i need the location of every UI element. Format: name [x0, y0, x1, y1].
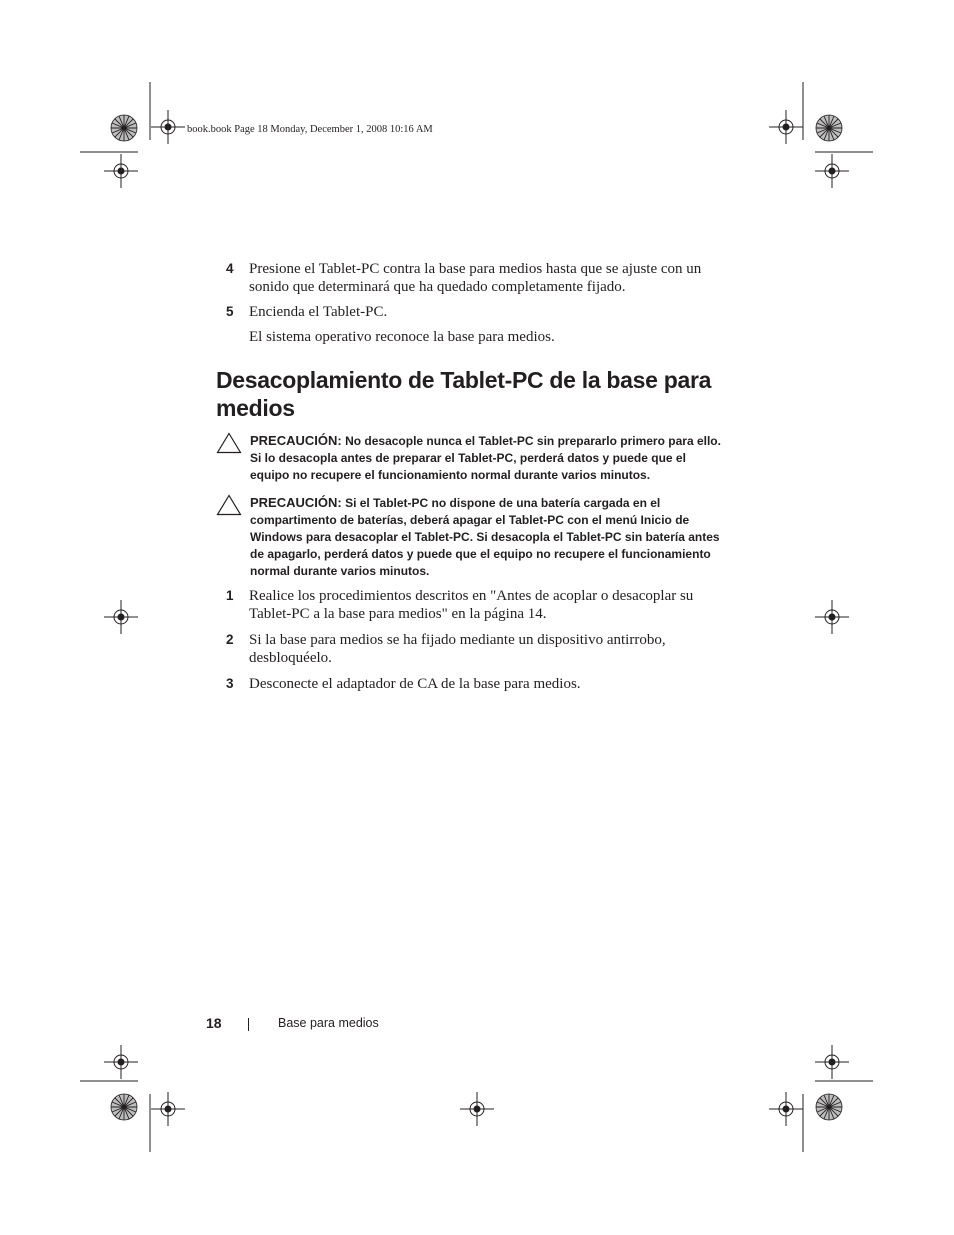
step-number: 2 — [226, 632, 234, 647]
step-item — [226, 303, 726, 321]
step-number: 3 — [226, 676, 234, 691]
caution-block — [216, 432, 726, 484]
caution-label: PRECAUCIÓN: — [250, 495, 342, 510]
step-text: Encienda el Tablet-PC. — [249, 304, 388, 320]
footer-divider — [248, 1018, 249, 1031]
step-number: 1 — [226, 588, 234, 603]
step-item — [226, 260, 726, 296]
caution-triangle-icon — [216, 494, 242, 516]
step-item — [226, 631, 726, 667]
running-head: book.book Page 18 Monday, December 1, 2008 10:16 AM — [187, 124, 433, 135]
footer-section-title: Base para medios — [278, 1016, 379, 1030]
step-number: 4 — [226, 261, 234, 276]
step-item — [226, 675, 726, 693]
step-text: Si la base para medios se ha fijado mediante un dispositivo antirrobo, desbloquéelo. — [249, 632, 666, 666]
step-item — [226, 587, 726, 623]
caution-label: PRECAUCIÓN: — [250, 433, 342, 448]
step-number: 5 — [226, 304, 234, 319]
step-text: Desconecte el adaptador de CA de la base para medios. — [249, 676, 581, 692]
caution-triangle-icon — [216, 432, 242, 454]
caution-text: Si el Tablet-PC no dispone de una batería cargada en el compartimento de baterías, deberá apagar el Tablet-PC con el menú Inicio de Windows para desacoplar el Tablet-PC. Si desacopla el Tablet-PC sin batería antes de apagarlo, perderá datos y puede que el equipo no recupere el funcionamiento normal durante varios minutos. — [250, 496, 720, 578]
step-text: Realice los procedimientos descritos en "Antes de acoplar o desacoplar su Tablet-PC a la base para medios" en la página 14. — [249, 588, 694, 622]
result-note: El sistema operativo reconoce la base para medios. — [249, 329, 555, 345]
step-text: Presione el Tablet-PC contra la base para medios hasta que se ajuste con un sonido que determinará que ha quedado completamente fijado. — [249, 261, 702, 295]
page-number: 18 — [206, 1015, 222, 1031]
caution-block — [216, 494, 726, 580]
section-heading: Desacoplamiento de Tablet-PC de la base para medios — [216, 367, 712, 421]
caution-text: No desacople nunca el Tablet-PC sin prepararlo primero para ello. Si lo desacopla antes de preparar el Tablet-PC, perderá datos y puede que el equipo no recupere el funcionamiento normal durante varios minutos. — [250, 434, 721, 482]
